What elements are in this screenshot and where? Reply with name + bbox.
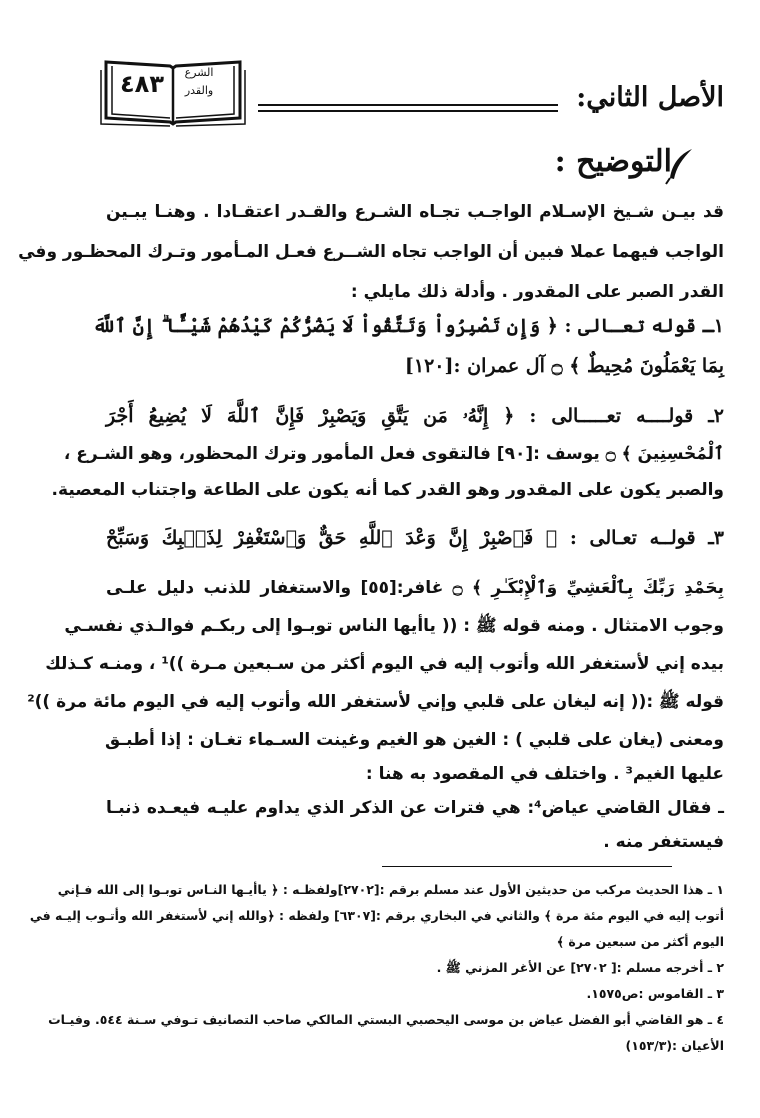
body-line: ومعنى (يغان على قلبي ) : الغين هو الغيم وغينت السـماء تغـان : إذا أطبـق	[104, 730, 724, 750]
body-line: قوله ﷺ :(( إنه ليغان على قلبي وإني لأستغفر الله وأتوب إليه في اليوم مائة مرة ))²	[27, 692, 724, 712]
body-line: الواجب فيهما عملا فبين أن الواجب تجاه الشــرع فعـل المـأمور وتـرك المحظـور وفي	[18, 242, 724, 262]
book-label-line1: الشرع	[184, 66, 214, 79]
footnote-line: اليوم أكثر من سبعين مرة ﴾	[556, 934, 724, 949]
header-rule	[258, 110, 558, 112]
body-line: فيستغفر منه .	[603, 832, 724, 852]
body-line: قد بيـن شـيخ الإسـلام الواجـب تجـاه الشـرع والقـدر اعتقـادا . وهنـا يبـين	[106, 202, 724, 222]
quill-icon	[662, 146, 698, 186]
body-line: بيده إني لأستغفر الله وأتوب إليه في اليوم أكثر من سـبعين مـرة ))¹ ، ومنـه كـذلك	[45, 654, 724, 674]
quran-line: ١ـ قوله تعـالى : ﴿ وَإِن تَصْبِرُواْ وَتَتَّقُواْ لَا يَضُرُّكُمْ كَيْدُهُمْ شَيْـًٔا ۗ إِنَّ ٱللَّهَ	[92, 315, 724, 337]
body-line: عليها الغيم³ . واختلف في المقصود به هنا :	[365, 764, 724, 784]
header-rule	[258, 104, 558, 106]
footnote-line: ٣ ـ القاموس :ص١٥٧٥.	[586, 986, 724, 1001]
body-line: وجوب الامتثال . ومنه قوله ﷺ : (( ياأيها الناس توبـوا إلى ربكـم فوالـذي نفسـي	[64, 616, 724, 636]
footnote-line: ١ ـ هذا الحديث مركب من حديثين الأول عند مسلم برقم :[٢٧٠٢]ولفظـه : ﴿ ياأيـها النـاس توبـوا إلى الله فـإني	[57, 882, 724, 897]
footnote-line: ٢ ـ أخرجه مسلم :[ ٢٧٠٢] عن الأغر المزني ﷺ .	[436, 960, 724, 975]
footnote-rule	[382, 866, 672, 867]
body-line: القدر الصبر على المقدور . وأدلة ذلك مايلي :	[350, 282, 724, 302]
book-label-line2: والقدر	[184, 84, 214, 97]
quran-line: ٢ـ قولــــه تعـــــالى : ﴿ إِنَّهُۥ مَن يَتَّقِ وَيَصْبِرْ فَإِنَّ ٱللَّهَ لَا يُضِيعُ أَجْرَ	[106, 405, 724, 427]
body-line: ـ فقال القاضي عياض⁴: هي فترات عن الذكر الذي يداوم عليـه فيعـده ذنبـا	[106, 798, 724, 818]
footnote-line: أتوب إليه في اليوم مئة مرة ﴾ والثاني في البخاري برقم :[٦٣٠٧] ولفظه : ﴿والله إني لأستغفر الله وأتـوب إليـه في	[29, 908, 724, 923]
body-line: بِحَمْدِ رَبِّكَ بِٱلْعَشِيِّ وَٱلْإِبْكَـٰرِ ﴾ ۝ غافر:[٥٥] والاستغفار للذنب دليل علـى	[106, 578, 724, 598]
running-title: الأصل الثاني:	[576, 82, 724, 113]
quran-line: ٣ـ قولــه تعـالى : ﴿ فَٱصْبِرْ إِنَّ وَعْدَ ٱللَّهِ حَقٌّ وَٱسْتَغْفِرْ لِذَنۢبِكَ وَسَبِّحْ	[106, 527, 724, 549]
body-line: والصبر يكون على المقدور وهو القدر كما أنه يكون على الطاعة واجتناب المعصية.	[51, 480, 724, 500]
footnote-line: الأعيان :(١٥٣/٣)	[625, 1038, 724, 1053]
body-line: ٱلْمُحْسِنِينَ ﴾ ۝ يوسف :[٩٠] فالتقوى فعل المأمور وترك المحظور، وهو الشـرع ،	[63, 444, 724, 464]
page-number: ٤٨٣	[120, 70, 164, 98]
footnote-line: ٤ ـ هو القاضي أبو الفضل عياض بن موسى اليحصبي البستي المالكي صاحب التصانيف تـوفي سـنة ٥٤٤. وفيـات	[48, 1012, 724, 1027]
section-title: التوضيح :	[554, 144, 672, 179]
quran-line: بِمَا يَعْمَلُونَ مُحِيطٌ ﴾ ۝ آل عمران :[١٢٠]	[404, 355, 724, 377]
